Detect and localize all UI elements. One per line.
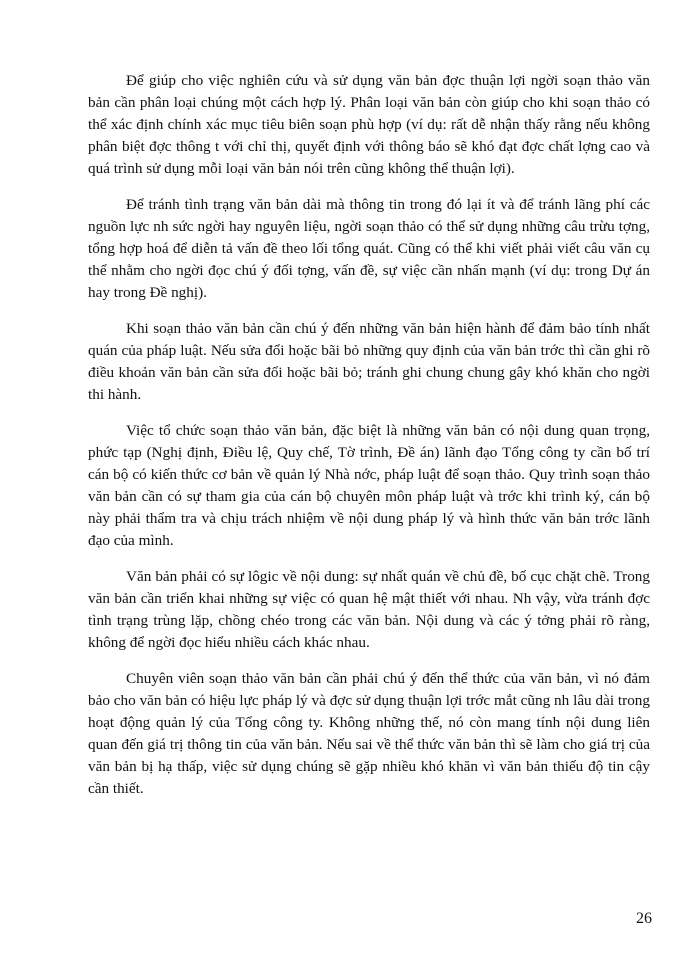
paragraph-5: Văn bản phải có sự lôgic về nội dung: sự nhất quán về chủ đề, bố cục chặt chẽ. Trong văn bản cần triển khai những sự việc có quan hệ mật thiết với nhau. Nh vậy, vừa tránh đợc tình trạng trùng lặp, chồng chéo trong các văn bản. Nội dung và các ý tởng phải rõ ràng, không để ngời đọc hiểu nhiều cách khác nhau. xyxy=(88,568,650,651)
paragraph-6: Chuyên viên soạn thảo văn bản cần phải chú ý đến thể thức của văn bản, vì nó đảm bảo cho văn bản có hiệu lực pháp lý và đợc sử dụng thuận lợi trớc mắt cũng nh lâu dài trong hoạt động quản lý của Tổng công ty. Không những thế, nó còn mang tính nội dung liên quan đến giá trị thông tin của văn bản. Nếu sai về thể thức văn bản thì sẽ làm cho giá trị của văn bản bị hạ thấp, việc sử dụng chúng sẽ gặp nhiều khó khăn vì văn bản thiếu độ tin cậy cần thiết. xyxy=(88,670,650,797)
paragraph-1: Để giúp cho việc nghiên cứu và sử dụng văn bản đợc thuận lợi ngời soạn thảo văn bản cần phân loại chúng một cách hợp lý. Phân loại văn bản còn giúp cho khi soạn thảo có thể xác định chính xác mục tiêu biên soạn phù hợp (ví dụ: rất dễ nhận thấy rằng nếu không phân biệt đợc thông t với chỉ thị, quyết định với thông báo sẽ khó đạt đợc chất lợng cao và quá trình sử dụng mỗi loại văn bản nói trên cũng không thể thuận lợi). xyxy=(88,72,650,177)
paragraph-2: Để tránh tình trạng văn bản dài mà thông tin trong đó lại ít và để tránh lãng phí các nguồn lực nh sức ngời hay nguyên liệu, ngời soạn thảo có thể sử dụng những câu trừu tợng, tổng hợp hoá để diễn tả vấn đề theo lối tổng quát. Cũng có thể khi viết phải viết câu văn cụ thể nhằm cho ngời đọc chú ý đối tợng, vấn đề, sự việc cần nhấn mạnh (ví dụ: trong Dự án hay trong Đề nghị). xyxy=(88,196,650,301)
document-body xyxy=(88,70,650,814)
paragraph-4: Việc tổ chức soạn thảo văn bản, đặc biệt là những văn bản có nội dung quan trọng, phức tạp (Nghị định, Điều lệ, Quy chế, Tờ trình, Đề án) lãnh đạo Tổng công ty cần bố trí cán bộ có kiến thức cơ bản về quản lý Nhà nớc, pháp luật để soạn thảo. Quy trình soạn thảo văn bản cần có sự tham gia của cán bộ chuyên môn pháp luật và trớc khi trình ký, cán bộ này phải thẩm tra và chịu trách nhiệm về nội dung pháp lý và hình thức văn bản trớc lãnh đạo của mình. xyxy=(88,422,650,549)
paragraph-3: Khi soạn thảo văn bản cần chú ý đến những văn bản hiện hành để đảm bảo tính nhất quán của pháp luật. Nếu sửa đổi hoặc bãi bỏ những quy định của văn bản trớc thì cần ghi rõ điều khoản văn bản cần sửa đổi hoặc bãi bỏ; tránh ghi chung chung gây khó khăn cho ngời thi hành. xyxy=(88,320,650,403)
page-number: 26 xyxy=(636,910,652,927)
